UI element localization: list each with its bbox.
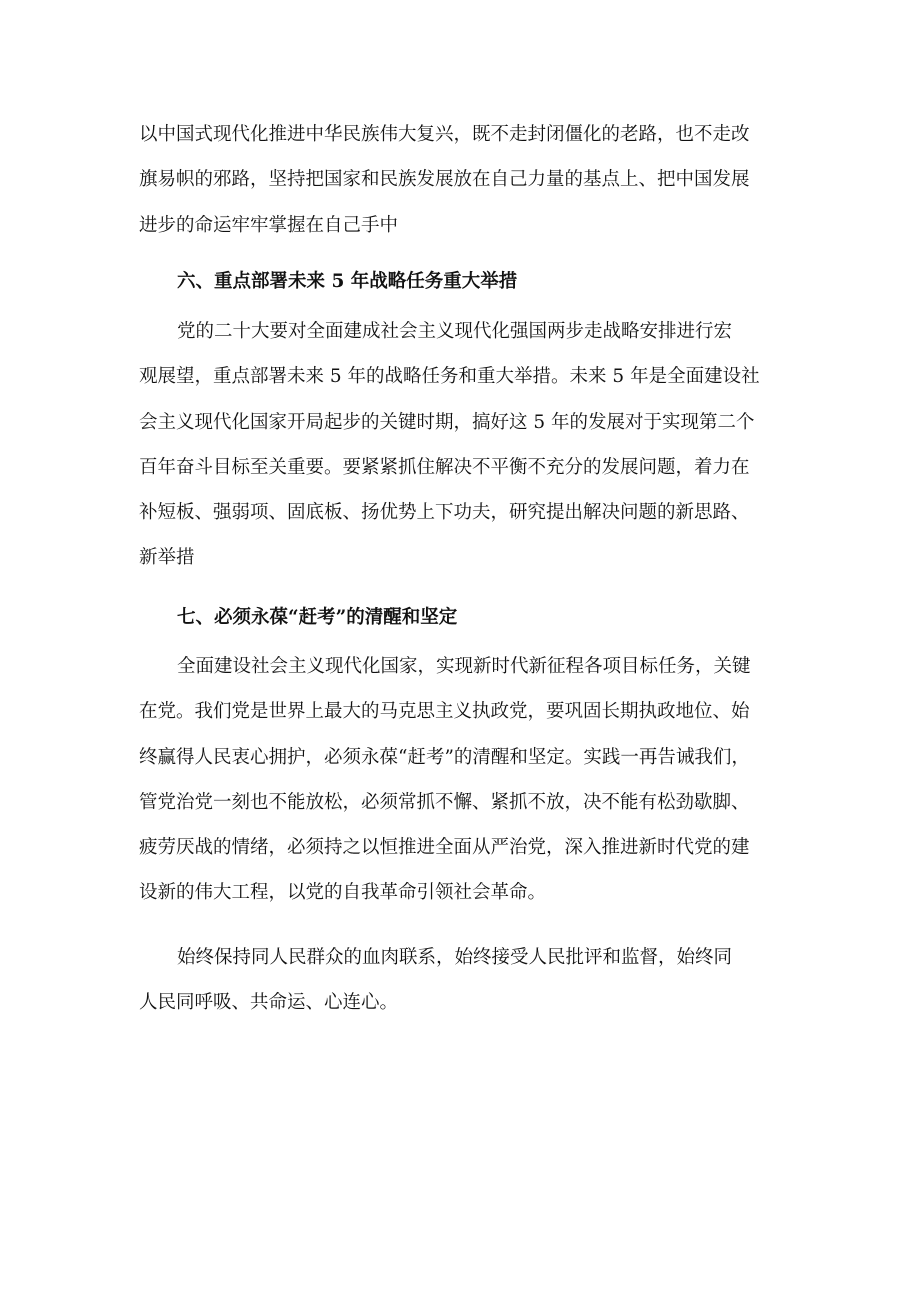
paragraph-line: 观展望，重点部署未来 5 年的战略任务和重大举措。未来 5 年是全面建设社 xyxy=(139,366,760,388)
paragraph-line: 会主义现代化国家开局起步的关键时期，搞好这 5 年的发展对于实现第二个 xyxy=(139,411,755,433)
paragraph-line: 疲劳厌战的情绪，必须持之以恒推进全面从严治党，深入推进新时代党的建 xyxy=(139,837,750,859)
paragraph-line: 终赢得人民衷心拥护，必须永葆“赶考”的清醒和坚定。实践一再告诫我们， xyxy=(139,746,750,768)
paragraph-line: 新举措 xyxy=(139,547,195,569)
paragraph-line: 人民同呼吸、共命运、心连心。 xyxy=(139,992,399,1014)
paragraph-closing xyxy=(139,935,819,1026)
paragraph-line: 设新的伟大工程，以党的自我革命引领社会革命。 xyxy=(139,882,547,904)
paragraph-continuation xyxy=(139,112,819,248)
paragraph-line: 补短板、强弱项、固底板、扬优势上下功夫，研究提出解决问题的新思路、 xyxy=(139,502,750,524)
paragraph-line: 管党治党一刻也不能放松，必须常抓不懈、紧抓不放，决不能有松劲歇脚、 xyxy=(139,791,750,813)
paragraph-line: 始终保持同人民群众的血肉联系，始终接受人民批评和监督，始终同 xyxy=(177,947,733,968)
paragraph-line: 在党。我们党是世界上最大的马克思主义执政党，要巩固长期执政地位、始 xyxy=(139,701,750,723)
paragraph-line: 旗易帜的邪路，坚持把国家和民族发展放在自己力量的基点上、把中国发展 xyxy=(139,169,750,191)
paragraph-line: 以中国式现代化推进中华民族伟大复兴，既不走封闭僵化的老路，也不走改 xyxy=(139,124,750,145)
paragraph-line: 百年奋斗目标至关重要。要紧紧抓住解决不平衡不充分的发展问题，着力在 xyxy=(139,456,750,478)
paragraph-line: 进步的命运牢牢掌握在自己手中 xyxy=(139,214,399,236)
paragraph-line: 党的二十大要对全面建成社会主义现代化强国两步走战略安排进行宏 xyxy=(177,321,733,342)
section-heading-6 xyxy=(139,259,819,304)
heading-text: 七、必须永葆“赶考”的清醒和坚定 xyxy=(177,607,458,628)
paragraph-section-6 xyxy=(139,309,819,581)
paragraph-line: 全面建设社会主义现代化国家，实现新时代新征程各项目标任务，关键 xyxy=(177,656,751,677)
heading-text: 六、重点部署未来 5 年战略任务重大举措 xyxy=(177,271,518,292)
section-heading-7 xyxy=(139,595,819,640)
paragraph-section-7 xyxy=(139,644,819,916)
